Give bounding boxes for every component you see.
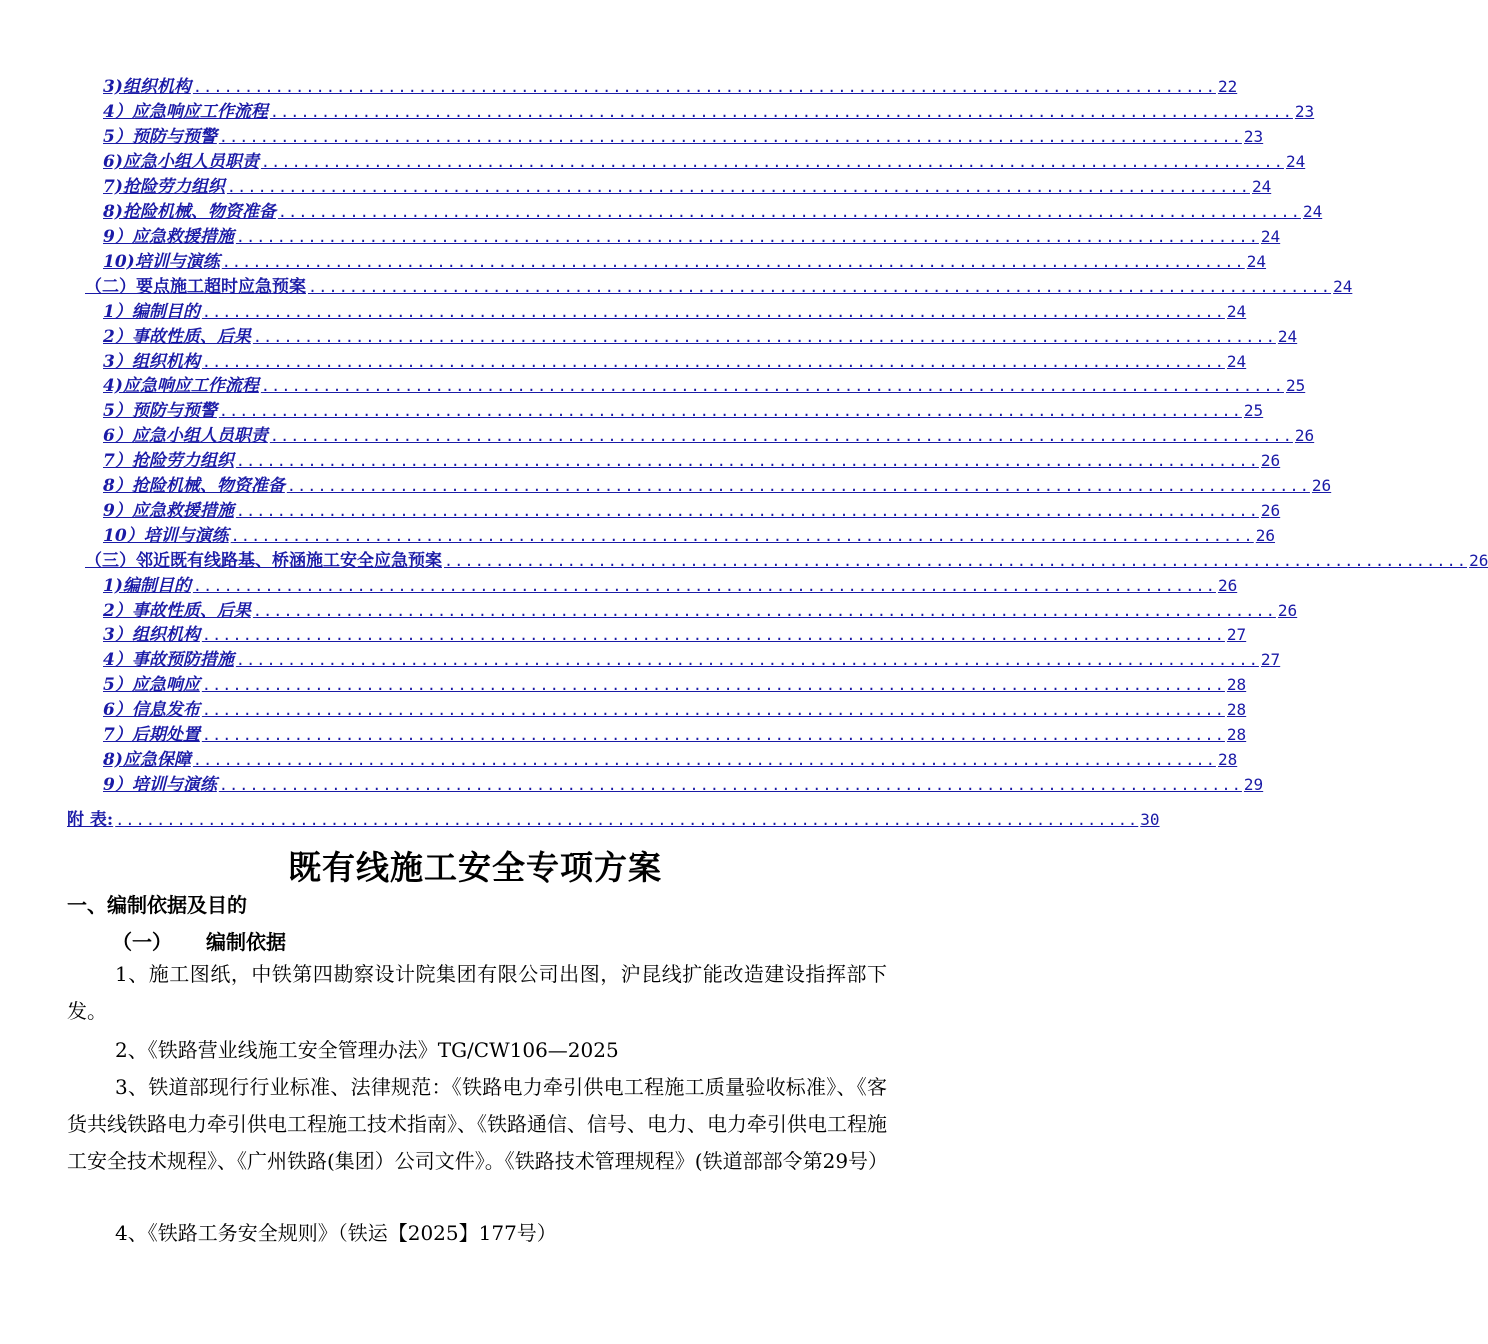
toc-entry[interactable] [103,73,1238,97]
toc-entry[interactable] [103,348,1247,372]
toc-entry[interactable] [103,522,1276,546]
section-heading: 一、编制依据及目的 [67,893,247,917]
toc-entry-label: 4)应急响应工作流程 [103,376,259,396]
body-paragraph: 3、铁道部现行行业标准、法律规范：《铁路电力牵引供电工程施工质量验收标准》、《客货共线铁路电力牵引供电工程施工技术指南》、《铁路通信、信号、电力、电力牵引供电工程施工安全技术规程》、《广州铁路(集团）公司文件》。《铁路技术管理规程》(铁道部部令第29号） [67,1075,889,1173]
toc-dot-leader: .................................................................................................... [201,626,1225,644]
toc-dot-leader: .................................................................................................... [252,328,1276,346]
toc-dot-leader: .................................................................................................... [235,228,1259,246]
body-paragraph: 1、施工图纸，中铁第四勘察设计院集团有限公司出图，沪昆线扩能改造建设指挥部下发。 [67,962,887,1023]
toc-entry-label: 5）预防与预警 [103,401,217,421]
toc-page-number: 24 [1260,227,1281,246]
toc-page-number: 25 [1285,376,1306,395]
toc-dot-leader: .................................................................................................... [201,701,1225,719]
toc-page-number: 30 [1140,810,1160,829]
toc-entry[interactable] [103,447,1281,471]
toc-page-number: 27 [1226,625,1247,644]
toc-page-number: 26 [1260,451,1281,470]
toc-dot-leader: .................................................................................................... [269,427,1293,445]
toc-dot-leader: .................................................................................................... [218,402,1242,420]
toc-dot-leader: .................................................................................................... [192,78,1216,96]
toc-entry[interactable] [67,806,1160,830]
toc-dot-leader: .................................................................................................... [192,751,1216,769]
toc-entry[interactable] [103,123,1264,147]
toc-dot-leader: .................................................................................................... [260,153,1284,171]
toc-entry-label: 10）培训与演练 [103,526,229,546]
toc-entry[interactable] [103,198,1323,222]
toc-entry-label: 3)组织机构 [103,77,191,97]
toc-page-number: 28 [1226,725,1247,744]
toc-entry-label: 5）应急响应 [103,675,200,695]
toc-entry-label: 2）事故性质、后果 [103,601,251,621]
toc-entry[interactable] [103,323,1298,347]
toc-entry-label: 3）组织机构 [103,352,200,372]
toc-entry[interactable] [103,497,1281,521]
document-title: 既有线施工安全专项方案 [288,848,662,887]
toc-entry-label: 4）应急响应工作流程 [103,102,268,122]
toc-page-number: 24 [1251,177,1272,196]
toc-entry-label: 7)抢险劳力组织 [103,177,225,197]
toc-entry-label: 附 表: [67,810,114,830]
toc-page-number: 23 [1294,102,1315,121]
toc-entry-label: 3）组织机构 [103,625,200,645]
toc-dot-leader: .................................................................................................... [235,452,1259,470]
toc-page-number: 24 [1226,352,1247,371]
toc-page-number: 26 [1469,551,1488,570]
toc-entry-label: 9）应急救援措施 [103,227,234,247]
toc-entry-label: 8)应急保障 [103,750,191,770]
toc-dot-leader: .................................................................................................... [218,128,1242,146]
toc-page-number: 28 [1217,750,1238,769]
toc-page-number: 24 [1277,327,1298,346]
toc-dot-leader: .................................................................................................... [201,726,1225,744]
toc-dot-leader: .................................................................................................... [226,178,1250,196]
toc-entry[interactable] [103,646,1281,670]
toc-entry[interactable] [103,298,1247,322]
toc-page-number: 25 [1243,401,1264,420]
toc-dot-leader: .................................................................................................... [444,552,1468,570]
toc-page-number: 24 [1333,277,1353,296]
toc-dot-leader: .................................................................................................... [277,203,1301,221]
toc-page-number: 24 [1302,202,1323,221]
toc-entry[interactable] [103,422,1315,446]
toc-dot-leader: .................................................................................................... [221,253,1245,271]
toc-page-number: 26 [1255,526,1276,545]
toc-page-number: 26 [1311,476,1332,495]
toc-entry[interactable] [103,148,1306,172]
toc-entry[interactable] [103,98,1315,122]
toc-dot-leader: .................................................................................................... [201,303,1225,321]
toc-dot-leader: .................................................................................................... [269,103,1293,121]
toc-entry[interactable] [103,597,1298,621]
toc-entry[interactable] [103,621,1247,645]
toc-page-number: 26 [1260,501,1281,520]
toc-dot-leader: .................................................................................................... [308,278,1332,296]
toc-entry[interactable] [103,223,1281,247]
toc-entry-label: 1）编制目的 [103,302,200,322]
toc-entry[interactable] [103,721,1247,745]
toc-page-number: 24 [1226,302,1247,321]
toc-dot-leader: .................................................................................................... [192,577,1216,595]
toc-page-number: 29 [1243,775,1264,794]
toc-dot-leader: .................................................................................................... [286,477,1310,495]
toc-page-number: 26 [1294,426,1315,445]
toc-dot-leader: .................................................................................................... [230,527,1254,545]
body-paragraph: 2、《铁路营业线施工安全管理办法》TG/CW106—2025 [115,1038,619,1062]
toc-dot-leader: .................................................................................................... [201,676,1225,694]
body-paragraph: 4、《铁路工务安全规则》（铁运【2025】177号） [115,1221,557,1245]
toc-page-number: 27 [1260,650,1281,669]
toc-entry[interactable] [103,671,1247,695]
toc-dot-leader: .................................................................................................... [235,502,1259,520]
toc-entry[interactable] [103,696,1247,720]
toc-entry-label: 7）抢险劳力组织 [103,451,234,471]
subsection-title: 编制依据 [206,930,286,954]
toc-page-number: 28 [1226,675,1247,694]
toc-page-number: 28 [1226,700,1247,719]
toc-entry[interactable] [103,248,1267,272]
toc-entry[interactable] [103,397,1264,421]
toc-dot-leader: .................................................................................................... [201,353,1225,371]
toc-entry-label: 4）事故预防措施 [103,650,234,670]
toc-page-number: 22 [1217,77,1238,96]
toc-page-number: 23 [1243,127,1264,146]
toc-entry-label: 6）信息发布 [103,700,200,720]
toc-entry-label: 8)抢险机械、物资准备 [103,202,276,222]
toc-dot-leader: .................................................................................................... [235,651,1259,669]
toc-entry-label: 10)培训与演练 [103,252,220,272]
toc-entry[interactable] [103,746,1238,770]
toc-entry[interactable] [85,547,1488,571]
toc-dot-leader: .................................................................................................... [252,602,1276,620]
toc-entry-label: 2）事故性质、后果 [103,327,251,347]
toc-entry[interactable] [103,173,1272,197]
toc-entry-label: （三）邻近既有线路基、桥涵施工安全应急预案 [85,551,442,571]
toc-entry[interactable] [103,372,1306,396]
toc-page-number: 24 [1285,152,1306,171]
toc-entry-label: 7）后期处置 [103,725,200,745]
toc-entry[interactable] [103,771,1264,795]
toc-entry[interactable] [103,472,1332,496]
toc-entry-label: 9）应急救援措施 [103,501,234,521]
toc-dot-leader: .................................................................................................... [260,377,1284,395]
toc-entry[interactable] [85,273,1353,297]
toc-entry-label: 9）培训与演练 [103,775,217,795]
toc-entry-label: 6)应急小组人员职责 [103,152,259,172]
toc-entry-label: 6）应急小组人员职责 [103,426,268,446]
toc-dot-leader: .................................................................................................... [218,776,1242,794]
toc-entry-label: 1)编制目的 [103,576,191,596]
subsection-number: （一） [112,930,172,954]
toc-page-number: 24 [1246,252,1267,271]
toc-entry-label: 8）抢险机械、物资准备 [103,476,285,496]
toc-entry-label: 5）预防与预警 [103,127,217,147]
toc-entry[interactable] [103,572,1238,596]
toc-page-number: 26 [1277,601,1298,620]
subsection-heading [112,926,286,955]
toc-page-number: 26 [1217,576,1238,595]
toc-entry-label: （二）要点施工超时应急预案 [85,277,306,297]
toc-dot-leader: .................................................................................................... [115,811,1139,829]
